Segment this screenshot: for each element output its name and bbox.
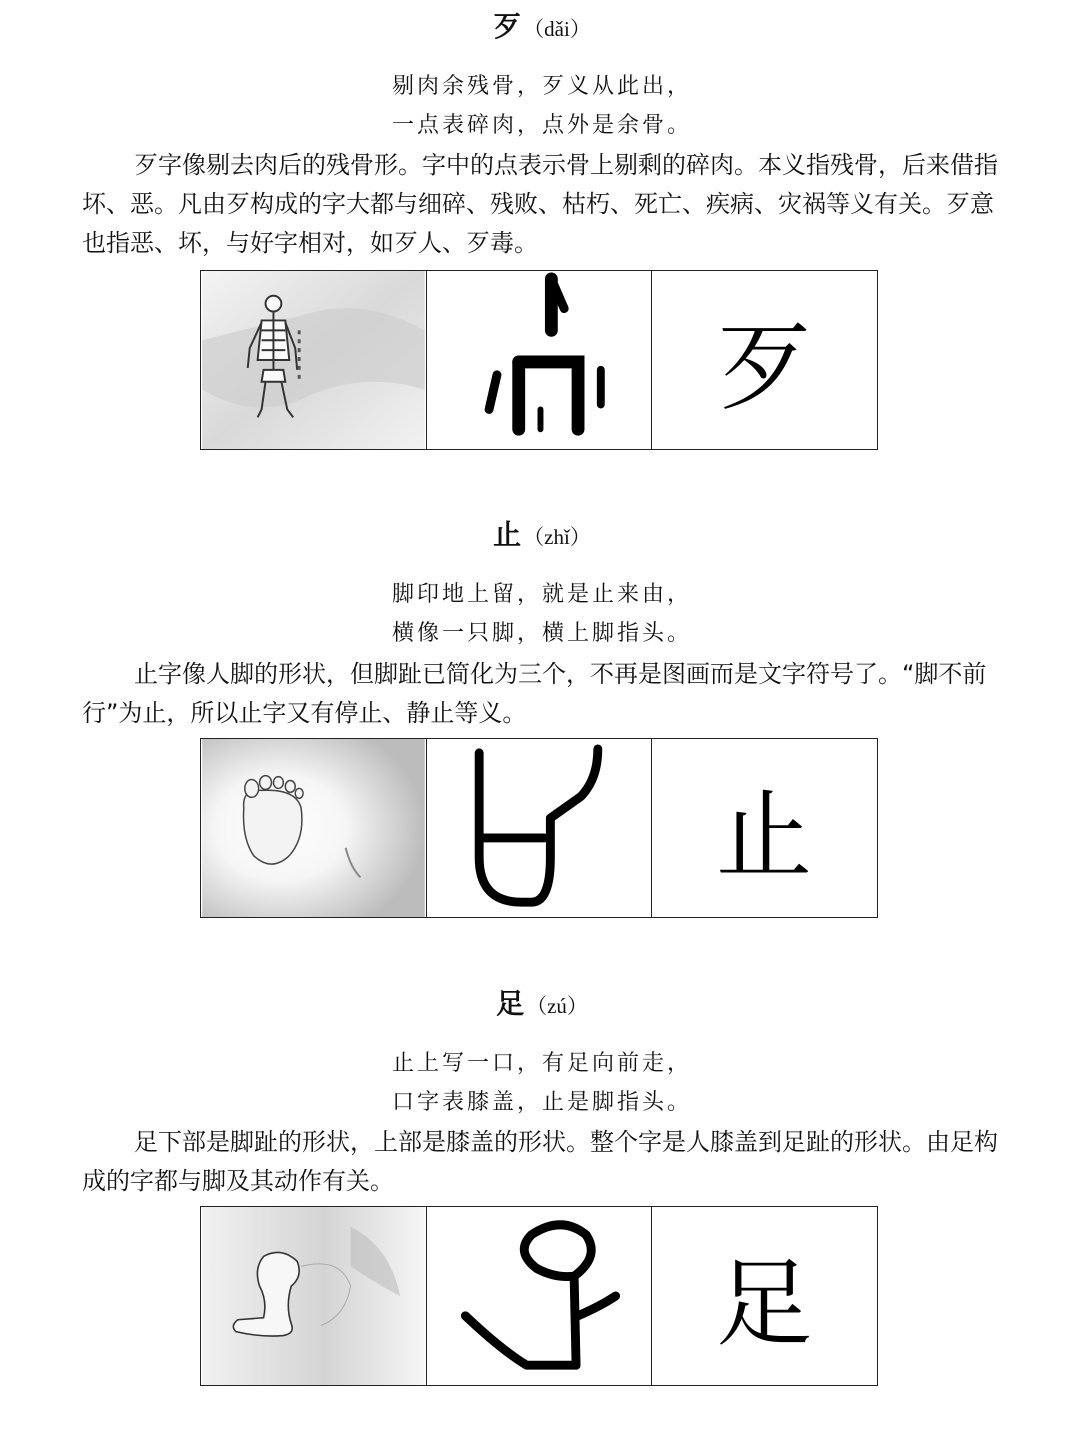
leg-illustration — [201, 1207, 426, 1385]
modern-character: 足 — [716, 1247, 812, 1360]
entry-heading-zu — [0, 987, 1084, 1023]
entry-heading-dai — [0, 10, 1084, 46]
explanation-paragraph: 止字像人脚的形状，但脚趾已简化为三个，不再是图画而是文字符号了。“脚不前行”为止，所以止字又有停止、静止等义。 — [82, 660, 987, 727]
explanation-paragraph: 歹字像剔去肉后的残骨形。字中的点表示骨上剔剩的碎肉。本义指残骨，后来借指坏、恶。凡由歹构成的字大都与细碎、残败、枯朽、死亡、疾病、灾祸等义有关。歹意也指恶、坏，与好字相对，如歹人、歹毒。 — [82, 151, 998, 257]
picture-cell — [201, 1207, 426, 1385]
footprint-illustration — [201, 739, 426, 917]
verse-line-1: 脚印地上留，就是止来由， — [391, 582, 692, 607]
oracle-bone-dai-glyph — [427, 271, 651, 449]
character-evolution-panel — [200, 270, 878, 450]
character-evolution-panel — [200, 1206, 878, 1386]
ancient-script-cell — [426, 271, 651, 449]
character-evolution-panel — [200, 738, 878, 918]
modern-character-cell — [651, 739, 876, 917]
modern-character: 歹 — [716, 311, 812, 424]
oracle-bone-zu-glyph — [427, 1207, 651, 1385]
verse-line-1: 剔肉余残骨，歹义从此出， — [391, 74, 692, 99]
modern-character-cell — [651, 271, 876, 449]
heading-character: 足 — [496, 987, 525, 1020]
modern-character-cell — [651, 1207, 876, 1385]
picture-cell — [201, 271, 426, 449]
modern-character: 止 — [716, 779, 812, 892]
skeleton-illustration — [201, 271, 426, 449]
heading-pinyin: （dǎi） — [523, 17, 591, 41]
heading-character: 止 — [493, 518, 522, 551]
verse-line-2: 一点表碎肉，点外是余骨。 — [391, 113, 692, 138]
heading-character: 歹 — [493, 10, 522, 43]
explanation-paragraph: 足下部是脚趾的形状，上部是膝盖的形状。整个字是人膝盖到足趾的形状。由足构成的字都与脚及其动作有关。 — [82, 1128, 998, 1195]
verse-line-2: 口字表膝盖，止是脚指头。 — [391, 1090, 692, 1115]
picture-cell — [201, 739, 426, 917]
ancient-script-cell — [426, 1207, 651, 1385]
entry-heading-zhi — [0, 518, 1084, 554]
heading-pinyin: （zú） — [526, 994, 588, 1018]
verse-line-2: 横像一只脚，横上脚指头。 — [391, 621, 692, 646]
ancient-script-cell — [426, 739, 651, 917]
verse-line-1: 止上写一口，有足向前走， — [391, 1051, 692, 1076]
heading-pinyin: （zhǐ） — [523, 525, 591, 549]
oracle-bone-zhi-glyph — [427, 739, 651, 917]
